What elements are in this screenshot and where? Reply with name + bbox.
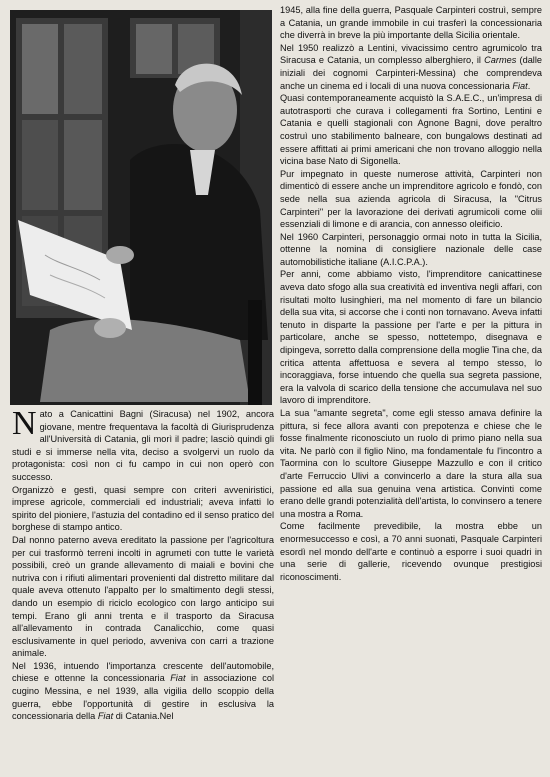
portrait-illustration	[10, 10, 272, 405]
paragraph: Nel 1960 Carpinteri, personaggio ormai noto in tutta la Sicilia, ottenne la nomina di consigliere nazionale delle case automobilistiche italiane (A.I.C.P.A.).	[280, 231, 542, 267]
brand-text: Fiat	[512, 80, 528, 91]
right-column	[280, 4, 542, 583]
paragraph: 1945, alla fine della guerra, Pasquale Carpinteri costruì, sempre a Catania, un grande immobile in cui trasferì la concessionaria che diverrà in breve la più importante della Sicilia orientale.	[280, 5, 542, 41]
paragraph: Dal nonno paterno aveva ereditato la passione per l'agricoltura per cui trasformò terreni incolti in agrumeti con tutte le varietà possibili, creò un grande allevamento di maiali e bovini che nutriva con i rifiuti alimentari provenienti dal distretto militare dal quale aveva ottenuto l'appalto per lo smaltimento degli stessi, dando un esempio di riciclo ecologico con largo anticipo sui tempi. Erano gli anni trenta e il trasporto da Siracusa all'allevamento in contrada Canalicchio, come quasi esclusivamente in quel periodo, avveniva con carri a trazione animale.	[12, 534, 274, 659]
intro-paragraph	[12, 405, 274, 484]
text-span: in associazione col cugino Messina, e nel 1939, alla vigilia dello scoppio della guerra, ebbe l'opportunità di gestire in esclusiva la concessionaria della	[12, 673, 274, 722]
intro-text: ato a Canicattini Bagni (Siracusa) nel 1902, ancora giovane, mentre frequentava la facoltà di Giurisprudenza all'Università di Catania, gli morì il padre; lasciò quindi gli studi e si immerse nella vita, deciso a svolgervi un ruolo da protagonista: così non ci fu campo in cui non operò con successo.	[12, 409, 274, 482]
paragraph: Come facilmente prevedibile, la mostra ebbe un enormesuccesso e così, a 70 anni suonati, Pasquale Carpinteri esordì nel mondo dell'arte e continuò a esporre i suoi quadri in una serie di gallerie, ricevendo ovunque prestigiosi riconoscimenti.	[280, 521, 542, 582]
left-column	[12, 405, 274, 723]
text-span: .	[527, 80, 531, 91]
paragraph: Pur impegnato in queste numerose attività, Carpinteri non dimenticò di essere anche un imprenditore agricolo e fondò, con sede nella sua azienda agricola di Siracusa, la "Citrus Carpinteri" per la lavorazione dei derivati agrumicoli come olii essenziali di limone e di arancia, con annesso oleificio.	[280, 168, 542, 230]
text-span: (dalle iniziali dei cognomi Carpinteri-Messina) che comprendeva anche un cinema ed i locali di una nuova concessionaria	[280, 55, 542, 91]
paragraph	[280, 42, 542, 92]
paragraph: Per anni, come abbiamo visto, l'imprenditore canicattinese aveva dato sfogo alla sua creatività ed inventiva negli affari, con risultati molto lusinghieri, ma nel momento di fare un bilancio della sua vita, si accorse che i conti non tornavano. Aveva infatti tenuto in disparte la passione per l'arte e per la pittura in particolare, anche se spesso, nottetempo, disegnava e dipingeva, sorretto dalla comprensione della moglie Tina che, da critica attenta affettuosa e severa al tempo stesso, lo incoraggiava, forse intuendo che quella sua segreta passione, era la valvola di scarico della tensione che accumulava nel suo lavoro di imprenditore.	[280, 269, 543, 406]
drop-cap: N	[12, 405, 37, 442]
text-span: Nel 1936, intuendo l'importanza crescente dell'automobile, chiese e ottenne la concessionaria	[12, 660, 274, 684]
brand-text: Fiat	[170, 673, 186, 684]
text-span: di Catania.Nel	[113, 711, 174, 722]
portrait-photo	[10, 10, 272, 405]
text-span: Nel 1950 realizzò a Lentini, vivacissimo centro agrumicolo tra Siracusa e Catania, un complesso alberghiero, il	[280, 42, 542, 66]
paragraph	[12, 660, 274, 723]
paragraph: Quasi contemporaneamente acquistò la S.A.E.C., un'impresa di autotrasporti che curava i collegamenti fra Sortino, Lentini e Catania e quelli stagionali con Agnone Bagni, dove peraltro costruì uno stabilimento balneare, con bungalows destinati ad essere affittati ai primi americani che non trovano alloggio nella vicina base Nato di Sigonella.	[280, 93, 542, 167]
paragraph: La sua "amante segreta", come egli stesso amava definire la pittura, si fece allora avanti con prepotenza e chiese che le fosse finalmente riconosciuto un ruolo di primo piano nella sua vita. Ne parlò con il figlio Nino, ma fondamentale fu l'incontro a Taormina con lo scultore Giuseppe Mazzullo e con il critico d'arte Ferruccio Ulivi a convincerlo a dare la stura alla sua passione ed alla sua genuina vena artistica. Convinti come erano delle grandi potenzialità dell'artista, lo convinsero a tenere una mostra a Roma.	[280, 408, 542, 519]
hotel-name: Carmes	[484, 55, 517, 66]
brand-text: Fiat	[97, 711, 114, 722]
paragraph: Organizzò e gestì, quasi sempre con criteri avveniristici, imprese agricole, commerciali ed industriali; aveva infatti lo spirito del pioniere, l'astuzia del contadino ed il senso pratico del borghese di stampo antico.	[12, 484, 274, 533]
